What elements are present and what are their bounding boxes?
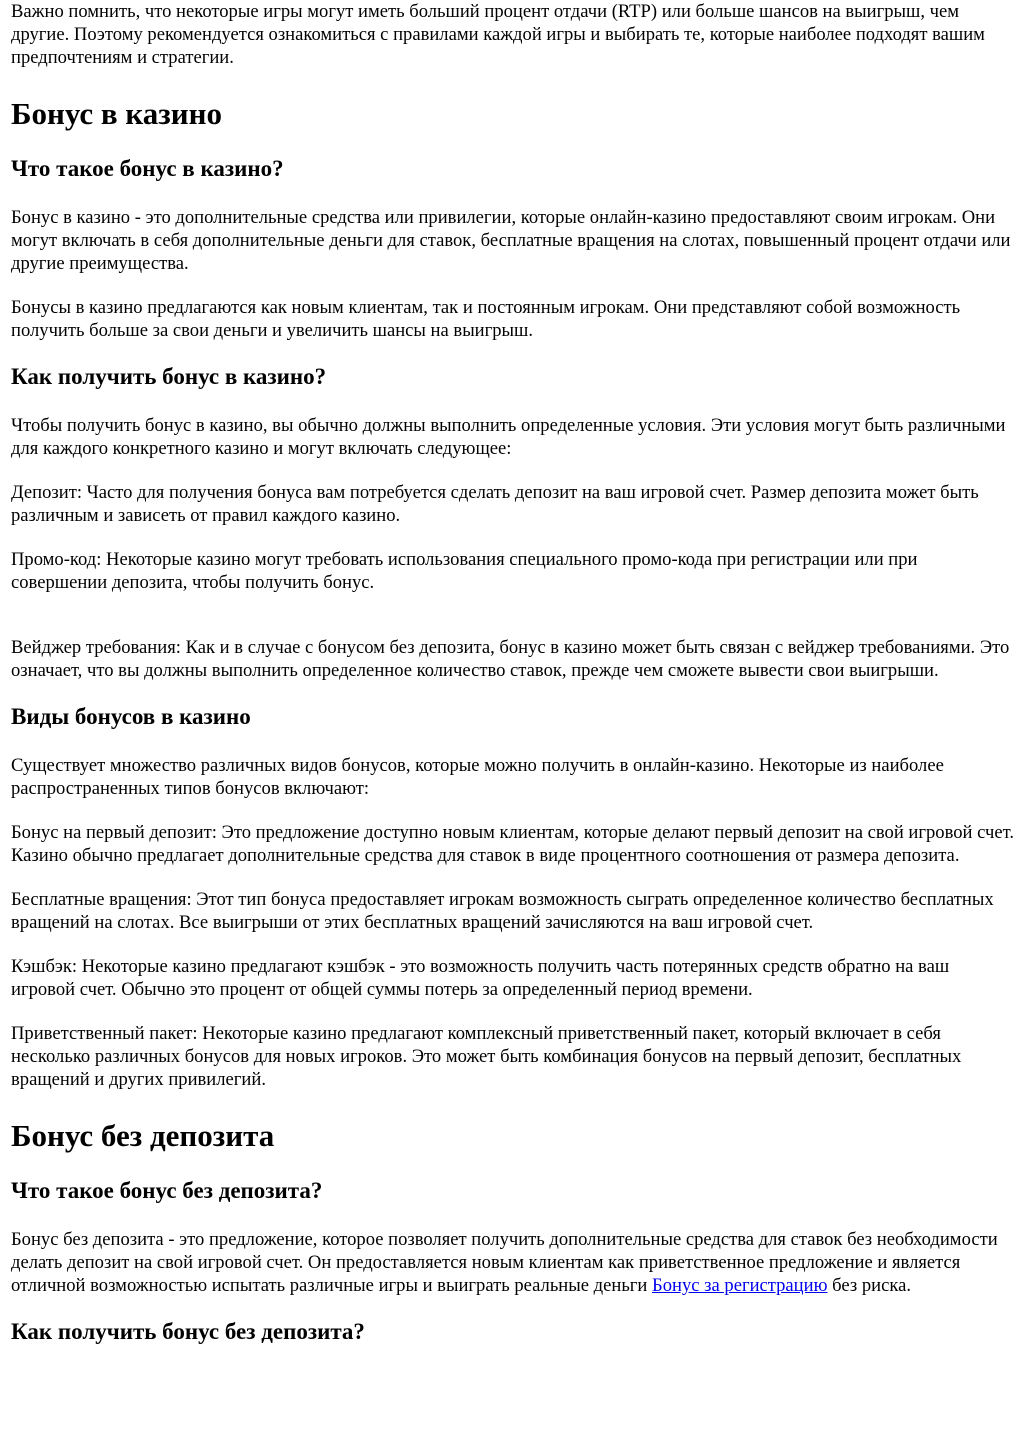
no-deposit-bonus-title: Бонус без депозита (11, 1118, 275, 1153)
wager-paragraph: Вейджер требования: Как и в случае с бонусом без депозита, бонус в казино может быть связан с вейджер требованиями. Это означает, что вы должны выполнить определенное количество ставок, прежде чем сможете вывести свои выигрыши. (11, 637, 1010, 681)
no-deposit-text-before-link: Бонус без депозита - это предложение, которое позволяет получить дополнительные средства для ставок без необходимости делать депозит на свой игровой счет. Он предоставляется новым клиентам как приветственное предложение и является отличной возможностью испытать различные игры и выиграть реальные деньги (11, 1229, 998, 1296)
bonus-types-intro-paragraph: Существует множество различных видов бонусов, которые можно получить в онлайн-казино. Некоторые из наиболее распространенных типов бонусов включают: (11, 755, 944, 799)
no-deposit-text-after-link: без риска. (827, 1275, 911, 1296)
casino-bonus-title: Бонус в казино (11, 96, 222, 131)
casino-bonus-types-heading: Виды бонусов в казино (11, 704, 251, 729)
intro-paragraph: Важно помнить, что некоторые игры могут иметь больший процент отдачи (RTP) или больше шансов на выигрыш, чем другие. Поэтому рекомендуется ознакомиться с правилами каждой игры и выбирать те, которые наиболее подходят вашим предпочтениям и стратегии. (11, 1, 985, 68)
article-content (11, 0, 1015, 1369)
welcome-package-paragraph: Приветственный пакет: Некоторые казино предлагают комплексный приветственный пакет, который включает в себя несколько различных бонусов для новых игроков. Это может быть комбинация бонусов на первый депозит, бесплатных вращений и других привилегий. (11, 1023, 962, 1090)
what-is-casino-bonus-heading: Что такое бонус в казино? (11, 156, 284, 181)
how-to-get-no-deposit-bonus-heading: Как получить бонус без депозита? (11, 1319, 365, 1344)
how-to-get-casino-bonus-heading: Как получить бонус в казино? (11, 364, 327, 389)
free-spins-paragraph: Бесплатные вращения: Этот тип бонуса предоставляет игрокам возможность сыграть определенное количество бесплатных вращений на слотах. Все выигрыши от этих бесплатных вращений зачисляются на ваш игровой счет. (11, 889, 994, 933)
cashback-paragraph: Кэшбэк: Некоторые казино предлагают кэшбэк - это возможность получить часть потерянных средств обратно на ваш игровой счет. Обычно это процент от общей суммы потерь за определенный период времени. (11, 956, 950, 1000)
what-is-casino-bonus-paragraph-1: Бонус в казино - это дополнительные средства или привилегии, которые онлайн-казино предоставляют своим игрокам. Они могут включать в себя дополнительные деньги для ставок, бесплатные вращения на слотах, повышенный процент отдачи или другие преимущества. (11, 207, 1011, 274)
what-is-no-deposit-bonus-heading: Что такое бонус без депозита? (11, 1178, 323, 1203)
how-to-get-casino-bonus-paragraph-1: Чтобы получить бонус в казино, вы обычно должны выполнить определенные условия. Эти условия могут быть различными для каждого конкретного казино и могут включать следующее: (11, 415, 1006, 459)
what-is-casino-bonus-paragraph-2: Бонусы в казино предлагаются как новым клиентам, так и постоянным игрокам. Они представляют собой возможность получить больше за свои деньги и увеличить шансы на выигрыш. (11, 297, 961, 341)
promo-code-paragraph: Промо-код: Некоторые казино могут требовать использования специального промо-кода при регистрации или при совершении депозита, чтобы получить бонус. (11, 549, 918, 593)
deposit-paragraph: Депозит: Часто для получения бонуса вам потребуется сделать депозит на ваш игровой счет. Размер депозита может быть различным и зависеть от правил каждого казино. (11, 482, 979, 526)
first-deposit-bonus-paragraph: Бонус на первый депозит: Это предложение доступно новым клиентам, которые делают первый депозит на свой игровой счет. Казино обычно предлагает дополнительные средства для ставок в виде процентного соотношения от размера депозита. (11, 822, 1014, 866)
registration-bonus-link[interactable]: Бонус за регистрацию (652, 1275, 828, 1296)
what-is-no-deposit-bonus-paragraph (11, 1228, 1015, 1297)
